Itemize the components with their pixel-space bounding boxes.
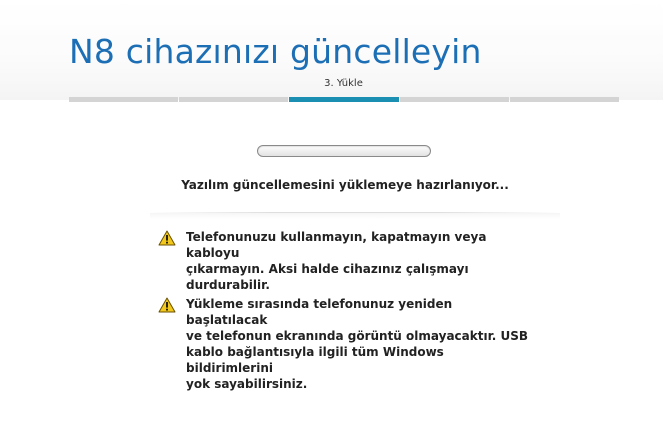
current-step-label: 3. Yükle (324, 78, 363, 89)
step-indicator (69, 97, 619, 102)
section-divider-shadow (150, 213, 560, 219)
warning-text-1: Telefonunuzu kullanmayın, kapatmayın veya kabloyu çıkarmayın. Aksi halde cihazınız çalışmayı durdurabilir. (186, 230, 487, 292)
progress-status-text: Yazılım güncellemesini yüklemeye hazırlanıyor... (181, 178, 509, 192)
warning-message-1 (158, 229, 531, 293)
step-segment-active (289, 97, 398, 102)
step-segment (69, 97, 178, 102)
progress-bar (257, 145, 431, 157)
step-segment (179, 97, 288, 102)
step-segment (400, 97, 509, 102)
warning-text-2: Yükleme sırasında telefonunuz yeniden başlatılacak ve telefonun ekranında görüntü olmayacaktır. USB kablo bağlantısıyla ilgili tüm Windows bildirimlerini yok sayabilirsiniz. (186, 297, 529, 391)
warning-triangle-icon (158, 230, 176, 246)
step-segment (510, 97, 619, 102)
warning-message-2 (158, 296, 531, 392)
page-title: N8 cihazınızı güncelleyin (69, 32, 482, 71)
warning-triangle-icon (158, 297, 176, 313)
